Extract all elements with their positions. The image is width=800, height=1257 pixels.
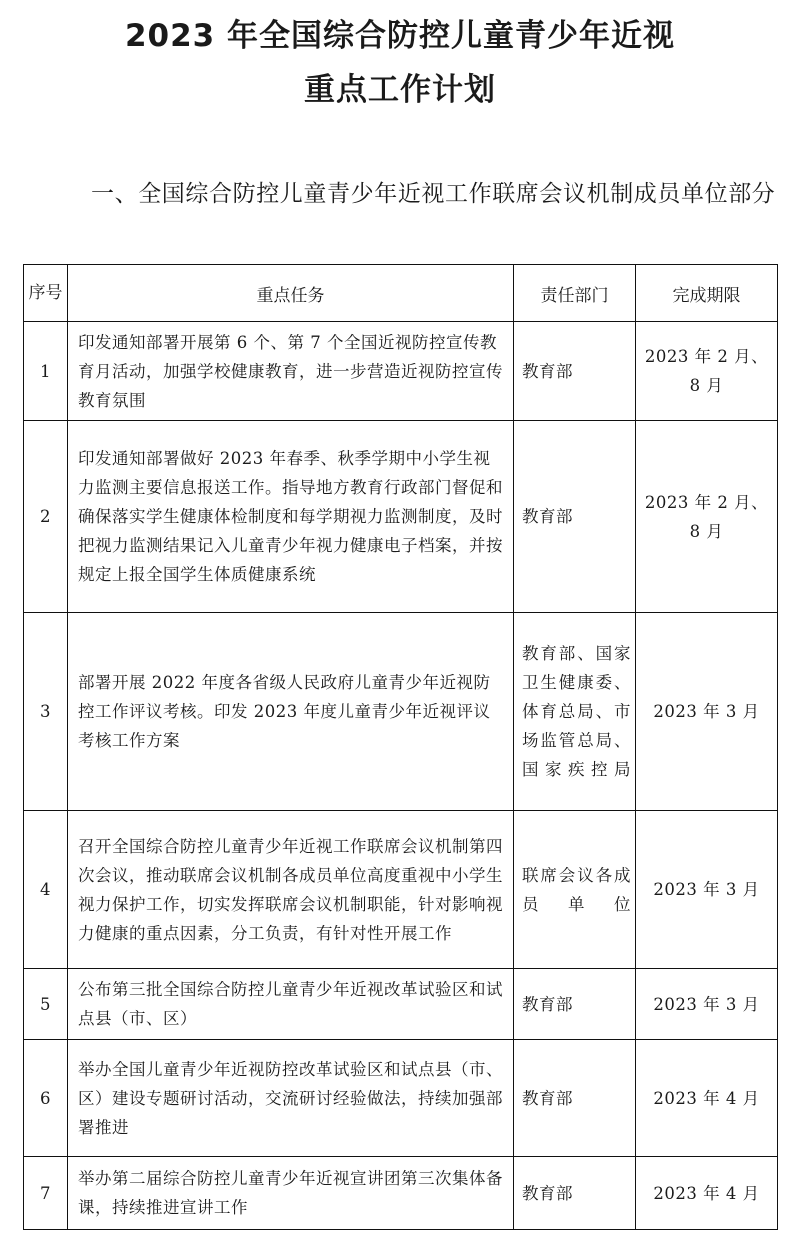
row-task: 召开全国综合防控儿童青少年近视工作联席会议机制第四次会议，推动联席会议机制各成员单位高度重视中小学生视力保护工作，切实发挥联席会议机制职能，针对影响视力健康的重点因素，分工负责，有针对性开展工作: [68, 811, 514, 969]
row-dept: 教育部: [514, 1157, 636, 1230]
table-row: [24, 322, 778, 421]
row-deadline: 2023 年 2 月、8 月: [636, 322, 778, 421]
row-deadline: 2023 年 4 月: [636, 1040, 778, 1157]
row-deadline: 2023 年 4 月: [636, 1157, 778, 1230]
header-task: 重点任务: [68, 265, 514, 322]
row-dept: 教育部: [514, 421, 636, 613]
table-row: [24, 613, 778, 811]
row-deadline: 2023 年 3 月: [636, 613, 778, 811]
row-task: 举办第二届综合防控儿童青少年近视宣讲团第三次集体备课，持续推进宣讲工作: [68, 1157, 514, 1230]
header-dept: 责任部门: [514, 265, 636, 322]
table-row: [24, 421, 778, 613]
row-number: 4: [24, 811, 68, 969]
header-deadline: 完成期限: [636, 265, 778, 322]
table-row: [24, 1040, 778, 1157]
row-task: 举办全国儿童青少年近视防控改革试验区和试点县（市、区）建设专题研讨活动，交流研讨经验做法，持续加强部署推进: [68, 1040, 514, 1157]
row-deadline: 2023 年 2 月、8 月: [636, 421, 778, 613]
row-task: 印发通知部署做好 2023 年春季、秋季学期中小学生视力监测主要信息报送工作。指导地方教育行政部门督促和确保落实学生健康体检制度和每学期视力监测制度，及时把视力监测结果记入儿童青少年视力健康电子档案，并按规定上报全国学生体质健康系统: [68, 421, 514, 613]
table-row: [24, 811, 778, 969]
row-number: 6: [24, 1040, 68, 1157]
row-deadline: 2023 年 3 月: [636, 969, 778, 1040]
row-task: 印发通知部署开展第 6 个、第 7 个全国近视防控宣传教育月活动，加强学校健康教育，进一步营造近视防控宣传教育氛围: [68, 322, 514, 421]
header-seq: 序号: [24, 265, 68, 322]
row-dept: 联席会议各成员单位: [514, 811, 636, 969]
document-title-line-2: 重点工作计划: [304, 72, 496, 108]
row-number: 5: [24, 969, 68, 1040]
table-header-row: [24, 265, 778, 322]
row-number: 2: [24, 421, 68, 613]
row-dept: 教育部: [514, 1040, 636, 1157]
document-title-line-1: 2023 年全国综合防控儿童青少年近视: [124, 18, 676, 54]
table-row: [24, 1157, 778, 1230]
row-dept: 教育部、国家卫生健康委、体育总局、市场监管总局、国家疾控局: [514, 613, 636, 811]
row-deadline: 2023 年 3 月: [636, 811, 778, 969]
row-number: 7: [24, 1157, 68, 1230]
row-task: 部署开展 2022 年度各省级人民政府儿童青少年近视防控工作评议考核。印发 2023 年度儿童青少年近视评议考核工作方案: [68, 613, 514, 811]
work-plan-table: [23, 264, 778, 1230]
row-number: 1: [24, 322, 68, 421]
row-dept: 教育部: [514, 969, 636, 1040]
row-dept: 教育部: [514, 322, 636, 421]
row-task: 公布第三批全国综合防控儿童青少年近视改革试验区和试点县（市、区）: [68, 969, 514, 1040]
table-row: [24, 969, 778, 1040]
section-heading: 一、全国综合防控儿童青少年近视工作联席会议机制成员单位部分: [91, 181, 776, 207]
row-number: 3: [24, 613, 68, 811]
